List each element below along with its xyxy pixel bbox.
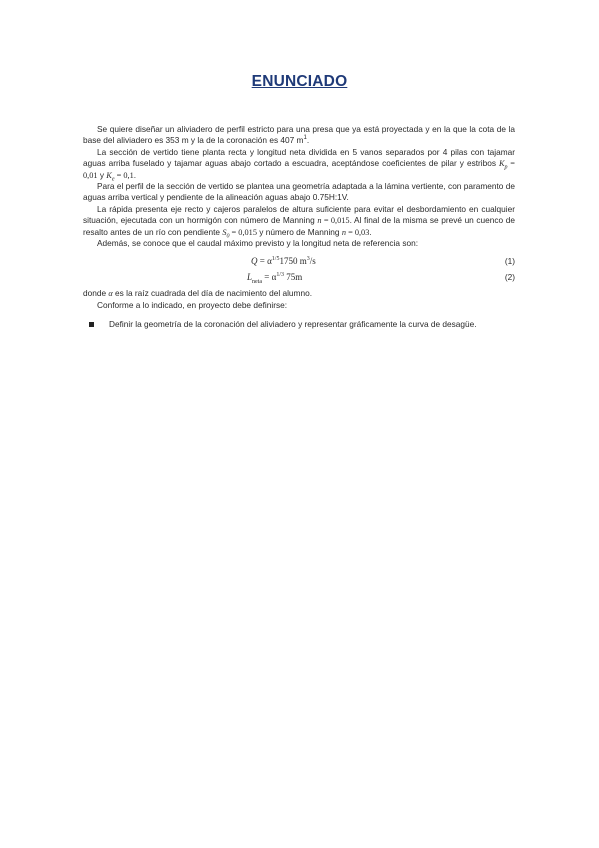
requirements-list (83, 319, 515, 330)
statement-body (83, 124, 515, 331)
paragraph-requirements-intro: Conforme a lo indicado, en proyecto debe definirse: (97, 299, 288, 310)
paragraph-dam-elevations: Se quiere diseñar un aliviadero de perfil estricto para una presa que ya está proyectada y en la que la cota de la base del aliviadero es 353 m y la de la coronación es 407 $m^1$. (83, 124, 515, 146)
page-title: ENUNCIADO (251, 73, 348, 90)
paragraph-known-values: Además, se conoce que el caudal máximo previsto y la longitud neta de referencia son: (97, 238, 418, 249)
equation-number: (2) (504, 272, 515, 283)
paragraph-chute: La rápida presenta eje recto y cajeros paralelos de altura suficiente para evitar el desbordamiento en cualquier situación, ejecutada con un hormigón con número de Manning n = 0,015. Al final de la misma se prevé un cuenco de resalto antes de un río con pendiente $S_0 = 0,015$ y número de Manning n = 0,03. (83, 203, 516, 240)
square-bullet-icon (89, 322, 94, 327)
paragraph-profile: Para el perfil de la sección de vertido se plantea una geometría adaptada a la lámina vertiente, con paramento de aguas arriba vertical y pendiente de la alineación aguas abajo 0.75H:1V. (83, 181, 515, 203)
equation-2: $L_{neta} = \alpha^{1/3}$ 75m (2) (247, 272, 515, 286)
list-item: Definir la geometría de la coronación del aliviadero y representar gráficamente la curva de desagüe. (83, 319, 515, 330)
equation-1: $Q = \alpha^{1/5}1750$ $m^3/s$ (1) (251, 256, 515, 267)
equations-block (83, 252, 515, 288)
paragraph-alpha-definition: donde α es la raíz cuadrada del día de nacimiento del alumno. (83, 288, 312, 299)
paragraph-section-geometry: La sección de vertido tiene planta recta y longitud neta dividida en 5 vanos separados por 4 pilas con tajamar aguas arriba fuselado y tajamar aguas abajo cortado a escuadra, aceptándose coeficientes de pilar y estribos $K_p = 0,01$ y $K_e = 0,1$. (83, 146, 515, 183)
equation-number: (1) (504, 256, 515, 267)
